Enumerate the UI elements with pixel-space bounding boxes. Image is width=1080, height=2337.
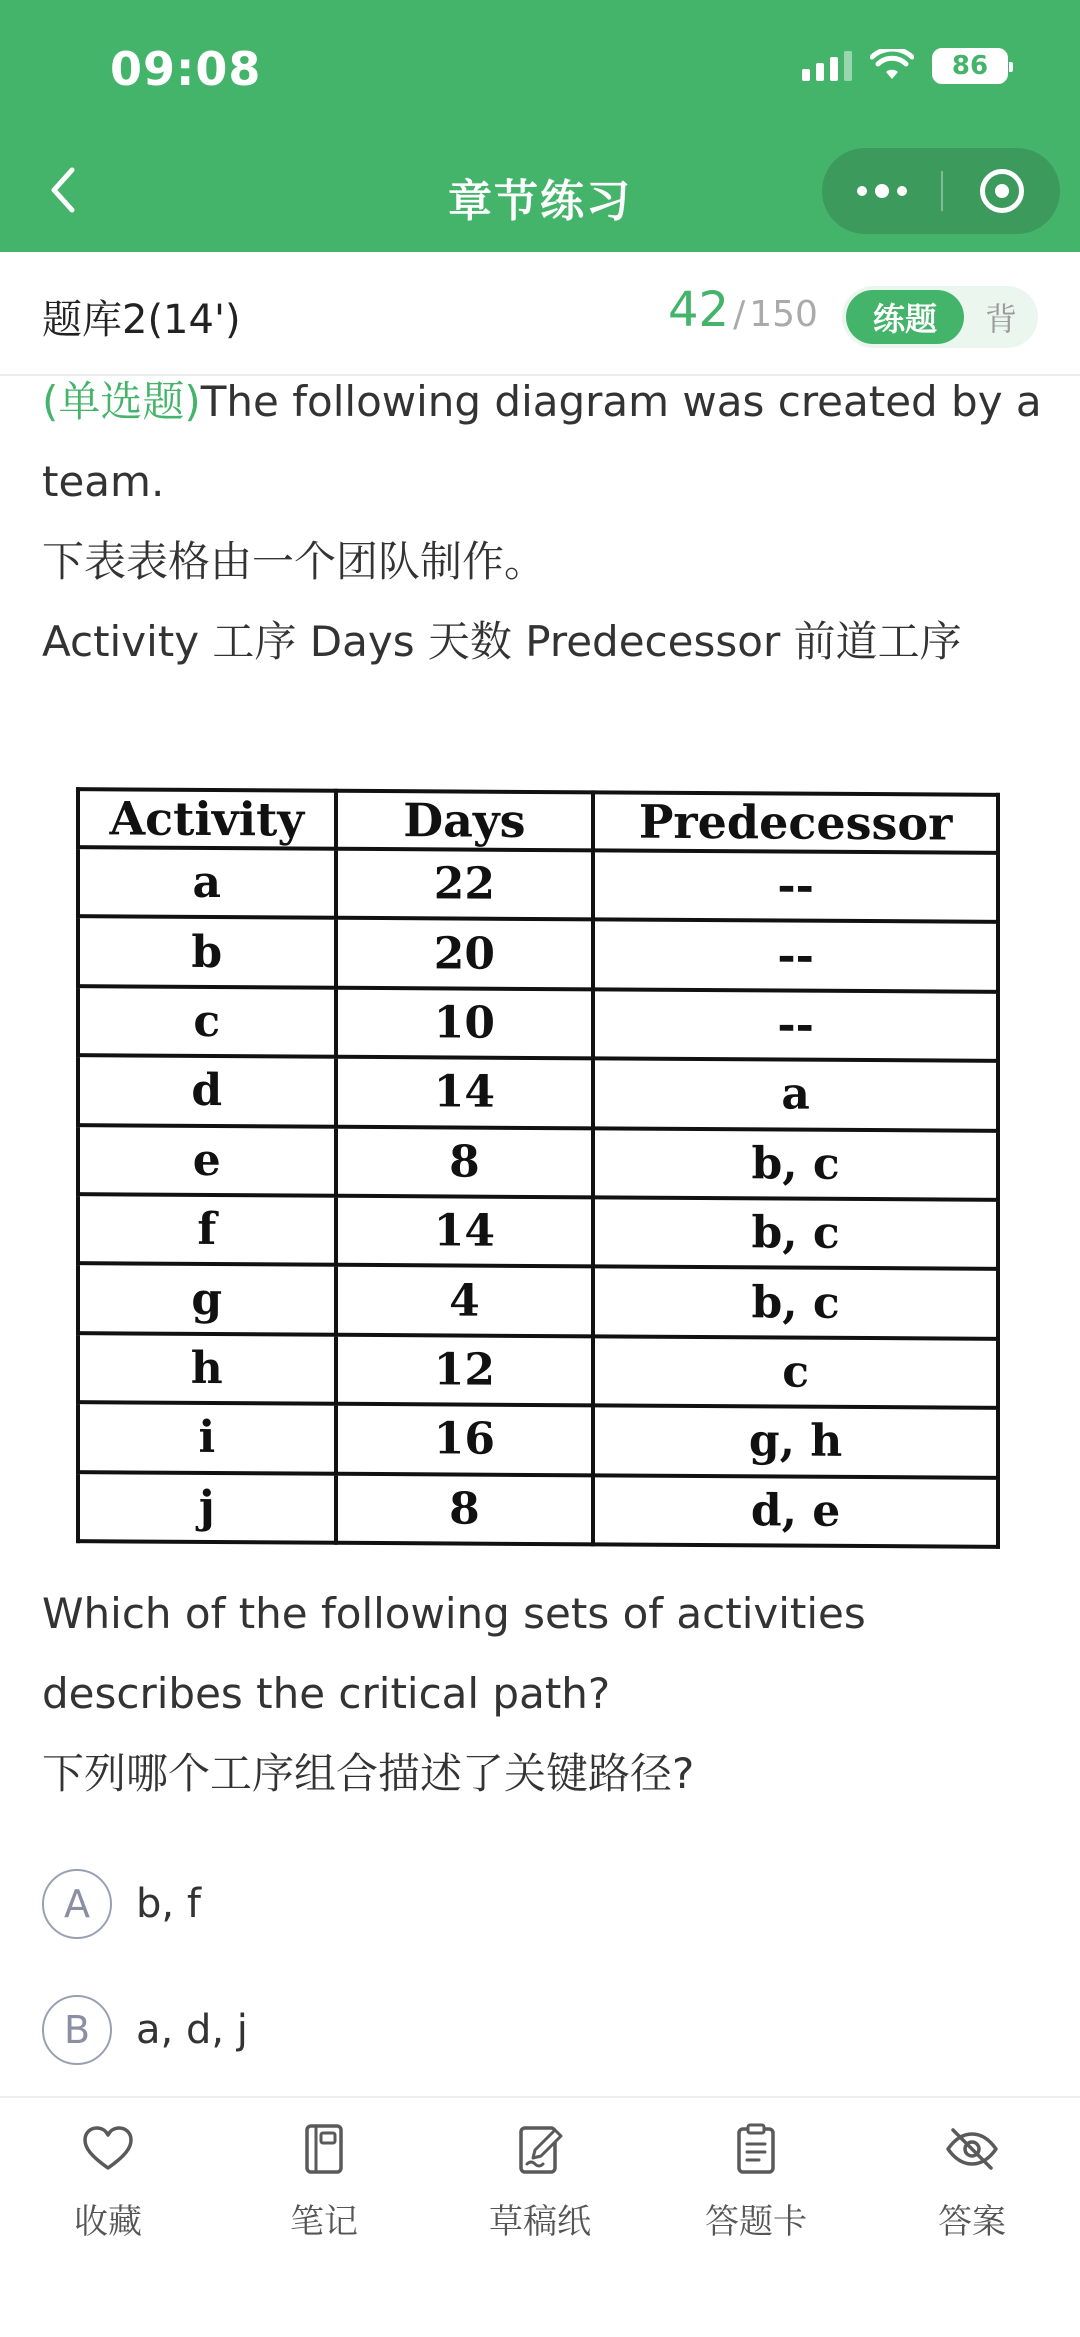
question-text-en: The following diagram was created by a team. [42,377,1042,506]
cell-predecessor: b, c [593,1267,998,1339]
cell-activity: d [78,1055,336,1126]
option-letter: B [42,1995,112,2065]
option-a[interactable] [42,1868,1042,1940]
draft-paper-button[interactable] [432,2098,648,2337]
notebook-icon [295,2120,353,2178]
target-icon [980,169,1024,213]
status-time: 09:08 [110,42,262,96]
header-activity: Activity [78,789,336,849]
activity-table-image [76,790,1000,1546]
prompt-zh: 下列哪个工序组合描述了关键路径? [42,1749,695,1798]
heart-icon [79,2120,137,2178]
cell-days: 8 [336,1473,594,1544]
cell-days: 14 [336,1196,594,1267]
cell-days: 12 [336,1334,594,1405]
header-predecessor: Predecessor [593,792,998,852]
option-text: b, f [136,1881,201,1927]
cell-predecessor: b, c [593,1128,998,1200]
table-row [78,917,998,992]
page-title: 章节练习 [448,176,632,227]
draft-paper-icon [511,2120,569,2178]
progress-separator: / [733,294,746,335]
favorite-label: 收藏 [74,2202,142,2242]
status-icons [802,48,1008,84]
column-legend: Activity 工序 Days 天数 Predecessor 前道工序 [42,617,962,666]
table-row [78,1055,998,1130]
option-letter: A [42,1869,112,1939]
question-progress [668,282,818,338]
table-row [78,1264,998,1339]
clipboard-icon [727,2120,785,2178]
table-row [78,1472,998,1547]
cell-predecessor: c [593,1336,998,1408]
cell-days: 20 [336,918,594,989]
cell-days: 8 [336,1126,594,1197]
memorize-mode-tab[interactable]: 背 [984,300,1017,338]
cell-days: 10 [336,988,594,1059]
question-stem [42,362,1042,682]
question-text-zh: 下表表格由一个团队制作。 [42,537,547,586]
cell-predecessor: d, e [593,1475,998,1547]
answer-options [42,1868,1042,2120]
option-b[interactable] [42,1994,1042,2066]
bottom-toolbar [0,2096,1080,2337]
mini-program-capsule [822,148,1060,234]
eye-off-icon [943,2120,1001,2178]
draft-paper-label: 草稿纸 [489,2202,591,2242]
mode-toggle [842,286,1038,348]
cell-days: 22 [336,849,594,920]
prompt-en: Which of the following sets of activities describes the critical path? [42,1589,866,1718]
cell-activity: h [78,1333,336,1404]
cell-activity: c [78,986,336,1057]
notes-label: 笔记 [290,2202,358,2242]
current-question-number: 42 [668,282,730,338]
cell-days: 4 [336,1265,594,1336]
cellular-signal-icon [802,51,852,81]
cell-activity: a [78,847,336,918]
option-text: a, d, j [136,2007,248,2053]
cell-predecessor: a [593,1059,998,1131]
cell-predecessor: -- [593,850,998,922]
cell-predecessor: b, c [593,1197,998,1269]
header-days: Days [336,791,594,851]
table-row [78,847,998,922]
answer-sheet-label: 答题卡 [705,2202,807,2242]
cell-activity: f [78,1194,336,1265]
cell-predecessor: -- [593,920,998,992]
cell-activity: i [78,1402,336,1473]
question-type-tag: (单选题) [42,377,201,426]
question-bank-bar [0,252,1080,376]
header [0,0,1080,252]
table-row [78,1333,998,1408]
activity-table [76,787,1000,1549]
table-row [78,986,998,1061]
bank-title: 题库2(14') [42,297,241,343]
cell-days: 14 [336,1057,594,1128]
table-row [78,1402,998,1477]
cell-activity: e [78,1125,336,1196]
table-row [78,1125,998,1200]
cell-activity: j [78,1472,336,1543]
favorite-button[interactable] [0,2098,216,2337]
question-prompt [42,1574,1042,1814]
practice-mode-tab[interactable]: 练题 [846,290,964,344]
wifi-icon [870,49,914,83]
question-intro [42,362,1042,522]
cell-activity: b [78,917,336,988]
cell-predecessor: -- [593,989,998,1061]
answer-label: 答案 [938,2202,1006,2242]
total-questions: 150 [749,294,818,335]
cell-activity: g [78,1264,336,1335]
show-answer-button[interactable] [864,2098,1080,2337]
answer-sheet-button[interactable] [648,2098,864,2337]
table-header-row [78,789,998,853]
notes-button[interactable] [216,2098,432,2337]
cell-predecessor: g, h [593,1405,998,1477]
close-mini-program-button[interactable] [943,148,1060,234]
cell-days: 16 [336,1404,594,1475]
more-menu-button[interactable] [822,148,941,234]
table-row [78,1194,998,1269]
battery-indicator: 86 [932,48,1008,84]
